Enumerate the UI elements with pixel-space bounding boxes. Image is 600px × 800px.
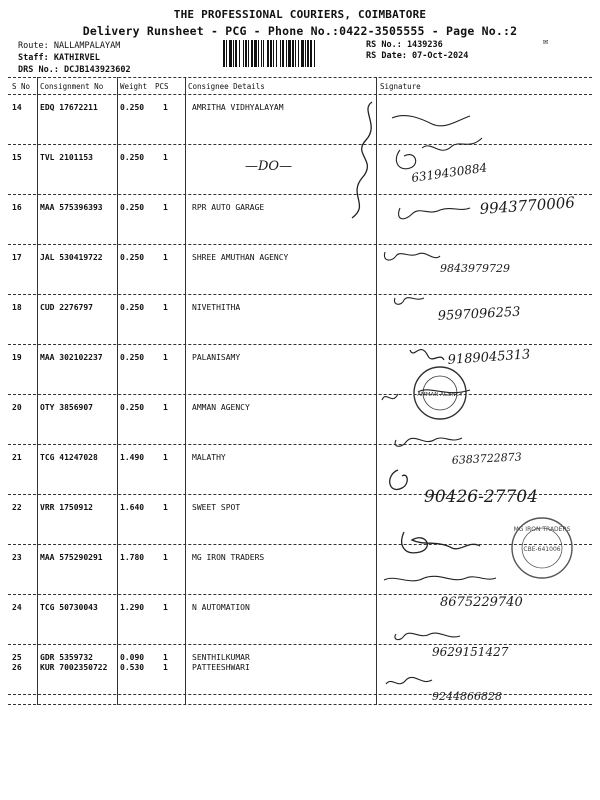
weight-cell: 0.250 <box>120 353 145 362</box>
table-row <box>0 655 600 705</box>
consignee-cell: SENTHILKUMAR <box>192 653 250 662</box>
sno-cell: 21 <box>12 453 22 462</box>
pcs-cell: 1 <box>163 153 168 162</box>
consignee-cell: SWEET SPOT <box>192 503 241 512</box>
pcs-cell: 1 <box>163 253 168 262</box>
consignment-cell: TCG 41247028 <box>40 453 98 462</box>
weight-cell: 0.250 <box>120 203 145 212</box>
stamp-amman-text: AMMAN AGENCY <box>417 392 463 398</box>
table-row <box>0 245 600 295</box>
consignment-cell: EDQ 17672211 <box>40 103 98 112</box>
consignee-cell: AMMAN AGENCY <box>192 403 250 412</box>
header-signature: Signature <box>380 82 421 91</box>
pcs-cell: 1 <box>163 603 168 612</box>
barcode-bar <box>254 40 257 67</box>
table-row <box>0 295 600 345</box>
phone-19: 9189045313 <box>447 347 531 368</box>
header-weight: Weight <box>120 82 148 91</box>
consignment-cell: MAA 575290291 <box>40 553 103 562</box>
barcode-bar <box>229 40 232 67</box>
barcode-bar <box>282 40 284 67</box>
runsheet-title: Delivery Runsheet - PCG - Phone No.:0422-3505555 - Page No.:2 <box>82 24 518 38</box>
barcode-bar <box>270 40 272 67</box>
header-sno: S No <box>12 82 31 91</box>
consignee-cell: MALATHY <box>192 453 226 462</box>
pcs-cell: 1 <box>163 553 168 562</box>
consignment-cell: KUR 7002350722 <box>40 663 108 672</box>
barcode-bar <box>298 40 299 67</box>
consignment-cell: OTY 3856907 <box>40 403 93 412</box>
table-row <box>0 95 600 145</box>
barcode-bar <box>301 40 304 67</box>
consignment-cell: MAA 575396393 <box>40 203 103 212</box>
pcs-cell: 1 <box>163 403 168 412</box>
barcode-bar <box>288 40 291 67</box>
staff-label: Staff: KATHIRVEL <box>18 53 100 63</box>
route-label: Route: NALLAMPALAYAM <box>18 41 121 51</box>
barcode-bar <box>226 40 227 67</box>
stamp-mg-iron-text: MG IRON TRADERS <box>513 526 571 533</box>
barcode-bar <box>276 40 277 67</box>
pcs-cell: 1 <box>163 203 168 212</box>
phone-17: 9843979729 <box>440 262 510 275</box>
table-row <box>0 495 600 545</box>
consignment-cell: JAL 530419722 <box>40 253 103 262</box>
barcode-bar <box>263 40 264 67</box>
sno-cell: 14 <box>12 103 22 112</box>
phone-16: 9943770006 <box>479 193 576 218</box>
table-row <box>0 545 600 595</box>
ditto-mark: —DO— <box>245 159 293 174</box>
rs-number: RS No.: 1439236 <box>366 40 443 50</box>
barcode-bar <box>235 40 237 67</box>
consignee-cell: N AUTOMATION <box>192 603 250 612</box>
barcode-bar <box>295 40 296 67</box>
consignment-cell: GDR 5359732 <box>40 653 93 662</box>
sno-cell: 19 <box>12 353 22 362</box>
weight-cell: 1.290 <box>120 603 145 612</box>
consignment-cell: TCG 50730043 <box>40 603 98 612</box>
header-consignee: Consignee Details <box>188 82 265 91</box>
consignee-cell: NIVETHITHA <box>192 303 241 312</box>
phone-21: 6383722873 <box>451 450 523 467</box>
weight-cell: 1.780 <box>120 553 145 562</box>
document-mark-icon: ✉ <box>543 37 549 47</box>
phone-15: 6319430884 <box>410 160 489 185</box>
pcs-cell: 1 <box>163 453 168 462</box>
sno-cell: 23 <box>12 553 22 562</box>
weight-cell: 0.250 <box>120 253 145 262</box>
row-rule <box>8 704 592 705</box>
rs-date: RS Date: 07-Oct-2024 <box>366 51 469 61</box>
sno-cell: 15 <box>12 153 22 162</box>
barcode-bar <box>310 40 312 67</box>
weight-cell: 1.640 <box>120 503 145 512</box>
barcode-bar <box>261 40 262 67</box>
weight-cell: 0.530 <box>120 663 145 672</box>
barcode-bar <box>233 40 234 67</box>
barcode-bar <box>243 40 244 67</box>
sno-cell: 24 <box>12 603 22 612</box>
table-row <box>0 445 600 495</box>
consignee-cell: MG IRON TRADERS <box>192 553 265 562</box>
consignee-cell: AMRITHA VIDHYALAYAM <box>192 103 284 112</box>
sno-cell: 17 <box>12 253 22 262</box>
table-row <box>0 595 600 645</box>
weight-cell: 0.090 <box>120 653 145 662</box>
drs-number: DRS No.: DCJB143923602 <box>18 65 131 75</box>
consignee-cell: PALANISAMY <box>192 353 241 362</box>
stamp-mg-iron-sub: CBE-641006 <box>523 546 561 553</box>
phone-26: 9244866828 <box>432 690 502 703</box>
consignee-cell: RPR AUTO GARAGE <box>192 203 265 212</box>
weight-cell: 1.490 <box>120 453 145 462</box>
table-row <box>0 195 600 245</box>
table-row <box>0 395 600 445</box>
barcode-bar <box>273 40 274 67</box>
consignment-cell: MAA 302102237 <box>40 353 103 362</box>
barcode-bar <box>314 40 315 67</box>
phone-22: 90426-27704 <box>424 487 538 507</box>
consignment-cell: VRR 1750912 <box>40 503 93 512</box>
pcs-cell: 1 <box>163 353 168 362</box>
barcode-bar <box>245 40 247 67</box>
sno-cell: 26 <box>12 663 22 672</box>
barcode-bar <box>280 40 281 67</box>
header-pcs: PCS <box>155 82 169 91</box>
barcode-bar <box>251 40 253 67</box>
consignment-cell: TVL 2101153 <box>40 153 93 162</box>
barcode-bar <box>248 40 249 67</box>
phone-24: 8675229740 <box>440 595 523 610</box>
company-title: THE PROFESSIONAL COURIERS, COIMBATORE <box>173 8 427 21</box>
barcode-bar <box>258 40 259 67</box>
barcode-icon <box>223 40 359 67</box>
sno-cell: 20 <box>12 403 22 412</box>
consignment-cell: CUD 2276797 <box>40 303 93 312</box>
sno-cell: 25 <box>12 653 22 662</box>
phone-25: 9629151427 <box>432 645 509 659</box>
header-consignment: Consignment No <box>40 82 104 91</box>
weight-cell: 0.250 <box>120 103 145 112</box>
barcode-bar <box>239 40 240 67</box>
barcode-bar <box>305 40 306 67</box>
sno-cell: 22 <box>12 503 22 512</box>
consignee-cell: SHREE AMUTHAN AGENCY <box>192 253 289 262</box>
weight-cell: 0.250 <box>120 153 145 162</box>
pcs-cell: 1 <box>163 103 168 112</box>
weight-cell: 0.250 <box>120 403 145 412</box>
weight-cell: 0.250 <box>120 303 145 312</box>
barcode-bar <box>223 40 225 67</box>
sno-cell: 16 <box>12 203 22 212</box>
barcode-bar <box>267 40 269 67</box>
phone-18: 9597096253 <box>437 304 521 324</box>
table-top-rule <box>8 77 592 78</box>
table-row <box>0 145 600 195</box>
pcs-cell: 1 <box>163 653 168 662</box>
pcs-cell: 1 <box>163 503 168 512</box>
pcs-cell: 1 <box>163 303 168 312</box>
consignee-cell: PATTEESHWARI <box>192 663 250 672</box>
sno-cell: 18 <box>12 303 22 312</box>
barcode-bar <box>307 40 309 67</box>
barcode-bar <box>286 40 287 67</box>
barcode-bar <box>292 40 294 67</box>
pcs-cell: 1 <box>163 663 168 672</box>
table-row <box>0 345 600 395</box>
